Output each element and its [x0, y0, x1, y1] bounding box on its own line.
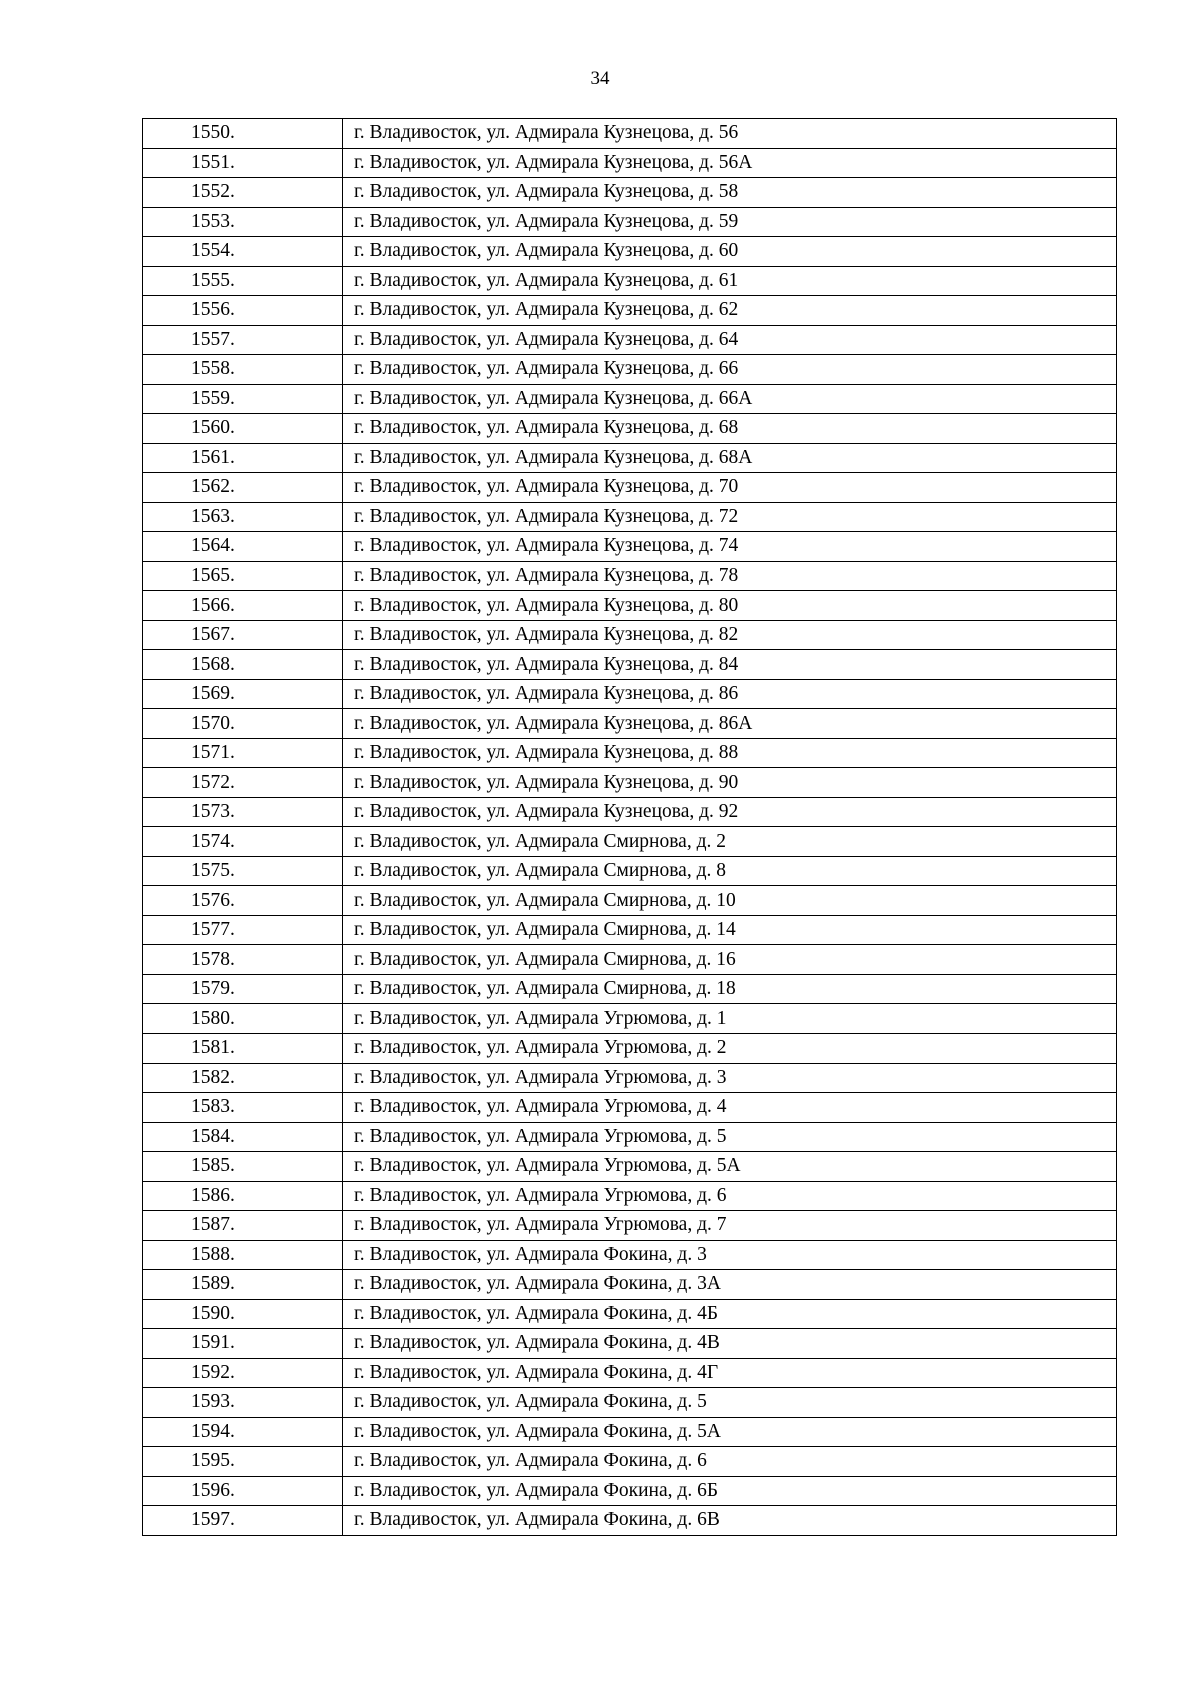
- row-number-cell: 1578.: [143, 945, 343, 975]
- table-row: [143, 1033, 1117, 1063]
- address-cell: г. Владивосток, ул. Адмирала Кузнецова, д. 68: [343, 414, 1117, 444]
- address-cell: г. Владивосток, ул. Адмирала Смирнова, д. 8: [343, 856, 1117, 886]
- address-cell: г. Владивосток, ул. Адмирала Фокина, д. 4В: [343, 1329, 1117, 1359]
- address-cell: г. Владивосток, ул. Адмирала Кузнецова, д. 72: [343, 502, 1117, 532]
- table-row: [143, 148, 1117, 178]
- address-cell: г. Владивосток, ул. Адмирала Угрюмова, д. 6: [343, 1181, 1117, 1211]
- row-number-cell: 1577.: [143, 915, 343, 945]
- row-number-cell: 1554.: [143, 237, 343, 267]
- address-cell: г. Владивосток, ул. Адмирала Смирнова, д. 2: [343, 827, 1117, 857]
- address-cell: г. Владивосток, ул. Адмирала Кузнецова, д. 84: [343, 650, 1117, 680]
- table-row: [143, 709, 1117, 739]
- row-number-cell: 1579.: [143, 974, 343, 1004]
- address-cell: г. Владивосток, ул. Адмирала Кузнецова, д. 88: [343, 738, 1117, 768]
- address-cell: г. Владивосток, ул. Адмирала Кузнецова, д. 86: [343, 679, 1117, 709]
- table-row: [143, 266, 1117, 296]
- table-row: [143, 561, 1117, 591]
- table-row: [143, 1181, 1117, 1211]
- table-row: [143, 296, 1117, 326]
- row-number-cell: 1597.: [143, 1506, 343, 1536]
- address-cell: г. Владивосток, ул. Адмирала Кузнецова, д. 59: [343, 207, 1117, 237]
- row-number-cell: 1563.: [143, 502, 343, 532]
- row-number-cell: 1553.: [143, 207, 343, 237]
- table-row: [143, 620, 1117, 650]
- address-cell: г. Владивосток, ул. Адмирала Смирнова, д. 16: [343, 945, 1117, 975]
- row-number-cell: 1593.: [143, 1388, 343, 1418]
- address-cell: г. Владивосток, ул. Адмирала Кузнецова, д. 62: [343, 296, 1117, 326]
- table-row: [143, 178, 1117, 208]
- row-number-cell: 1586.: [143, 1181, 343, 1211]
- table-row: [143, 1506, 1117, 1536]
- table-row: [143, 1270, 1117, 1300]
- table-row: [143, 1122, 1117, 1152]
- table-row: [143, 1299, 1117, 1329]
- row-number-cell: 1562.: [143, 473, 343, 503]
- table-row: [143, 1004, 1117, 1034]
- address-cell: г. Владивосток, ул. Адмирала Угрюмова, д. 1: [343, 1004, 1117, 1034]
- address-cell: г. Владивосток, ул. Адмирала Кузнецова, д. 56: [343, 119, 1117, 149]
- address-cell: г. Владивосток, ул. Адмирала Угрюмова, д. 2: [343, 1033, 1117, 1063]
- address-cell: г. Владивосток, ул. Адмирала Фокина, д. 6В: [343, 1506, 1117, 1536]
- address-cell: г. Владивосток, ул. Адмирала Кузнецова, д. 70: [343, 473, 1117, 503]
- address-cell: г. Владивосток, ул. Адмирала Фокина, д. 3А: [343, 1270, 1117, 1300]
- row-number-cell: 1576.: [143, 886, 343, 916]
- row-number-cell: 1591.: [143, 1329, 343, 1359]
- row-number-cell: 1572.: [143, 768, 343, 798]
- table-row: [143, 502, 1117, 532]
- table-row: [143, 974, 1117, 1004]
- table-row: [143, 1417, 1117, 1447]
- table-row: [143, 856, 1117, 886]
- table-row: [143, 1447, 1117, 1477]
- row-number-cell: 1570.: [143, 709, 343, 739]
- row-number-cell: 1569.: [143, 679, 343, 709]
- row-number-cell: 1552.: [143, 178, 343, 208]
- table-row: [143, 768, 1117, 798]
- address-cell: г. Владивосток, ул. Адмирала Фокина, д. 4Б: [343, 1299, 1117, 1329]
- address-cell: г. Владивосток, ул. Адмирала Фокина, д. 4Г: [343, 1358, 1117, 1388]
- table-row: [143, 1388, 1117, 1418]
- table-row: [143, 886, 1117, 916]
- address-cell: г. Владивосток, ул. Адмирала Кузнецова, д. 78: [343, 561, 1117, 591]
- table-row: [143, 237, 1117, 267]
- address-cell: г. Владивосток, ул. Адмирала Кузнецова, д. 64: [343, 325, 1117, 355]
- address-cell: г. Владивосток, ул. Адмирала Смирнова, д. 18: [343, 974, 1117, 1004]
- address-table: [142, 118, 1117, 1536]
- row-number-cell: 1567.: [143, 620, 343, 650]
- row-number-cell: 1574.: [143, 827, 343, 857]
- table-row: [143, 679, 1117, 709]
- row-number-cell: 1583.: [143, 1093, 343, 1123]
- address-cell: г. Владивосток, ул. Адмирала Кузнецова, д. 56А: [343, 148, 1117, 178]
- table-row: [143, 1152, 1117, 1182]
- row-number-cell: 1559.: [143, 384, 343, 414]
- row-number-cell: 1571.: [143, 738, 343, 768]
- table-row: [143, 414, 1117, 444]
- row-number-cell: 1555.: [143, 266, 343, 296]
- table-row: [143, 1329, 1117, 1359]
- table-row: [143, 1211, 1117, 1241]
- table-row: [143, 1476, 1117, 1506]
- table-row: [143, 738, 1117, 768]
- table-row: [143, 473, 1117, 503]
- table-row: [143, 915, 1117, 945]
- row-number-cell: 1550.: [143, 119, 343, 149]
- row-number-cell: 1585.: [143, 1152, 343, 1182]
- address-cell: г. Владивосток, ул. Адмирала Кузнецова, д. 92: [343, 797, 1117, 827]
- address-cell: г. Владивосток, ул. Адмирала Смирнова, д. 10: [343, 886, 1117, 916]
- table-row: [143, 532, 1117, 562]
- address-cell: г. Владивосток, ул. Адмирала Кузнецова, д. 90: [343, 768, 1117, 798]
- row-number-cell: 1558.: [143, 355, 343, 385]
- table-row: [143, 797, 1117, 827]
- row-number-cell: 1551.: [143, 148, 343, 178]
- table-row: [143, 1063, 1117, 1093]
- row-number-cell: 1565.: [143, 561, 343, 591]
- address-cell: г. Владивосток, ул. Адмирала Фокина, д. 5А: [343, 1417, 1117, 1447]
- table-row: [143, 1093, 1117, 1123]
- row-number-cell: 1568.: [143, 650, 343, 680]
- address-cell: г. Владивосток, ул. Адмирала Фокина, д. 3: [343, 1240, 1117, 1270]
- row-number-cell: 1557.: [143, 325, 343, 355]
- address-cell: г. Владивосток, ул. Адмирала Фокина, д. 5: [343, 1388, 1117, 1418]
- row-number-cell: 1564.: [143, 532, 343, 562]
- address-cell: г. Владивосток, ул. Адмирала Кузнецова, д. 60: [343, 237, 1117, 267]
- table-row: [143, 355, 1117, 385]
- address-cell: г. Владивосток, ул. Адмирала Фокина, д. 6: [343, 1447, 1117, 1477]
- row-number-cell: 1584.: [143, 1122, 343, 1152]
- address-table-body: [143, 119, 1117, 1536]
- address-cell: г. Владивосток, ул. Адмирала Кузнецова, д. 66: [343, 355, 1117, 385]
- table-row: [143, 827, 1117, 857]
- address-cell: г. Владивосток, ул. Адмирала Кузнецова, д. 80: [343, 591, 1117, 621]
- row-number-cell: 1590.: [143, 1299, 343, 1329]
- address-cell: г. Владивосток, ул. Адмирала Кузнецова, д. 68А: [343, 443, 1117, 473]
- address-cell: г. Владивосток, ул. Адмирала Кузнецова, д. 61: [343, 266, 1117, 296]
- row-number-cell: 1566.: [143, 591, 343, 621]
- row-number-cell: 1582.: [143, 1063, 343, 1093]
- address-cell: г. Владивосток, ул. Адмирала Смирнова, д. 14: [343, 915, 1117, 945]
- table-row: [143, 945, 1117, 975]
- table-row: [143, 650, 1117, 680]
- address-cell: г. Владивосток, ул. Адмирала Угрюмова, д. 5: [343, 1122, 1117, 1152]
- address-cell: г. Владивосток, ул. Адмирала Угрюмова, д. 4: [343, 1093, 1117, 1123]
- table-row: [143, 207, 1117, 237]
- row-number-cell: 1588.: [143, 1240, 343, 1270]
- row-number-cell: 1580.: [143, 1004, 343, 1034]
- row-number-cell: 1595.: [143, 1447, 343, 1477]
- row-number-cell: 1589.: [143, 1270, 343, 1300]
- address-cell: г. Владивосток, ул. Адмирала Угрюмова, д. 5А: [343, 1152, 1117, 1182]
- row-number-cell: 1587.: [143, 1211, 343, 1241]
- table-row: [143, 1240, 1117, 1270]
- row-number-cell: 1594.: [143, 1417, 343, 1447]
- row-number-cell: 1596.: [143, 1476, 343, 1506]
- address-cell: г. Владивосток, ул. Адмирала Кузнецова, д. 74: [343, 532, 1117, 562]
- row-number-cell: 1592.: [143, 1358, 343, 1388]
- row-number-cell: 1560.: [143, 414, 343, 444]
- address-cell: г. Владивосток, ул. Адмирала Кузнецова, д. 58: [343, 178, 1117, 208]
- row-number-cell: 1561.: [143, 443, 343, 473]
- address-cell: г. Владивосток, ул. Адмирала Угрюмова, д. 7: [343, 1211, 1117, 1241]
- table-row: [143, 1358, 1117, 1388]
- row-number-cell: 1581.: [143, 1033, 343, 1063]
- table-row: [143, 384, 1117, 414]
- address-cell: г. Владивосток, ул. Адмирала Фокина, д. 6Б: [343, 1476, 1117, 1506]
- address-cell: г. Владивосток, ул. Адмирала Кузнецова, д. 66А: [343, 384, 1117, 414]
- row-number-cell: 1556.: [143, 296, 343, 326]
- address-cell: г. Владивосток, ул. Адмирала Угрюмова, д. 3: [343, 1063, 1117, 1093]
- page-number: 34: [590, 68, 610, 89]
- address-cell: г. Владивосток, ул. Адмирала Кузнецова, д. 82: [343, 620, 1117, 650]
- address-cell: г. Владивосток, ул. Адмирала Кузнецова, д. 86А: [343, 709, 1117, 739]
- table-row: [143, 591, 1117, 621]
- table-row: [143, 325, 1117, 355]
- row-number-cell: 1573.: [143, 797, 343, 827]
- table-row: [143, 119, 1117, 149]
- table-row: [143, 443, 1117, 473]
- row-number-cell: 1575.: [143, 856, 343, 886]
